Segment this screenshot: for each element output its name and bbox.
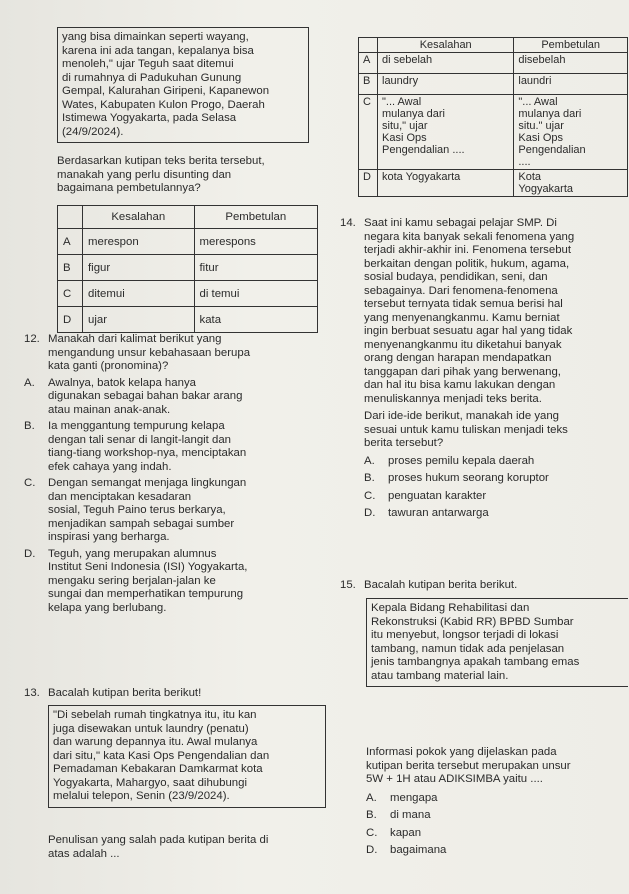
cell-line: di sebelah (382, 54, 433, 66)
q14-question (364, 410, 629, 451)
q14-option[interactable] (364, 455, 629, 469)
table11-header: Kesalahan (83, 206, 195, 229)
option-letter: A. (24, 376, 35, 389)
cell-line: "... Awal (518, 96, 558, 108)
option-text (48, 548, 320, 616)
q12-options (24, 377, 320, 616)
q15-after-line: Informasi pokok yang dijelaskan pada (366, 746, 557, 758)
q12-option-line: Teguh, yang merupakan alumnus (48, 547, 217, 560)
pembetulan-cell (514, 74, 628, 95)
question-13 (24, 687, 324, 701)
option-letter: B. (24, 420, 35, 432)
row-letter: B (359, 74, 378, 95)
table-row[interactable] (58, 307, 318, 333)
option-text (48, 477, 320, 545)
q12-option[interactable] (24, 477, 320, 545)
q12-option-line: dan menciptakan kesadaran (48, 490, 192, 503)
table-row[interactable] (58, 255, 318, 281)
q14-passage-line: ingin berbuat sesuatu agar hal yang tidak (364, 325, 573, 337)
q13-quote-line: Yogyakarta, Mahargyo, saat dihubungi (53, 776, 247, 789)
q15-option[interactable] (366, 827, 629, 841)
q14-passage-line: Saat ini kamu sebagai pelajar SMP. Di (364, 217, 557, 229)
cell-line: "... Awal (382, 96, 422, 108)
question-12 (24, 333, 320, 615)
q13-after-line: atas adalah ... (48, 847, 120, 860)
option-text: proses hukum seorang koruptor (388, 472, 549, 484)
row-letter: B (58, 255, 83, 281)
q12-option-line: tiang-tiang workshop-nya, menciptakan (48, 447, 247, 459)
q15-after-line: 5W + 1H atau ADIKSIMBA yaitu .... (366, 773, 543, 785)
passage-line: (24/9/2024). (62, 125, 124, 138)
passage-line: Gempal, Kalurahan Giripeni, Kapanewon (62, 85, 270, 97)
q14-passage-line: terjadi akhir-akhir ini. Fenomena tersebut (364, 244, 572, 256)
table13-header: Kesalahan (378, 38, 514, 53)
option-letter: C. (364, 489, 376, 502)
option-letter: D. (364, 507, 376, 519)
q14-passage-line: orang dengan harapan mendapatkan (364, 352, 552, 364)
q13-quote-line: "Di sebelah rumah tingkatnya itu, itu kan (53, 709, 257, 721)
q15-after-lines (366, 746, 629, 787)
question-14 (340, 217, 629, 521)
pembetulan-cell (514, 95, 628, 170)
cell-line: disebelah (518, 54, 566, 66)
passage-line: menoleh," ujar Teguh saat ditemui (62, 58, 234, 70)
q12-option-line: kelapa yang berlubang. (48, 601, 167, 614)
q12-option[interactable] (24, 377, 320, 418)
option-text: penguatan karakter (388, 489, 487, 502)
q12-option-line: efek cahaya yang indah. (48, 460, 172, 473)
row-letter: C (58, 281, 83, 307)
pembetulan-cell: kata (194, 307, 317, 333)
q14-number: 14. (340, 217, 356, 229)
question-15 (340, 579, 629, 593)
q12-option[interactable] (24, 420, 320, 474)
cell-line: Kota (518, 171, 542, 183)
passage-line: yang bisa dimainkan seperti wayang, (62, 31, 249, 43)
cell-line: situ." ujar (518, 120, 564, 132)
pembetulan-cell: fitur (194, 255, 317, 281)
q14-passage-line: menuliskannya menjadi teks berita. (364, 392, 542, 405)
q15-number: 15. (340, 579, 356, 591)
q12-option-line: menjadikan sampah sebagai sumber (48, 517, 235, 530)
kesalahan-cell (378, 95, 514, 170)
q15-after-line: kutipan berita tersebut merupakan unsur (366, 759, 571, 772)
q12-option-line: sosial, Teguh Paino terus berkarya, (48, 504, 226, 516)
q12-option-line: digunakan sebagai bahan bakar arang (48, 390, 243, 402)
table13-header: Pembetulan (514, 38, 628, 53)
q14-option[interactable] (364, 490, 629, 504)
passage-line: Istimewa Yogyakarta, pada Selasa (62, 112, 237, 124)
q14-option[interactable] (364, 472, 629, 486)
option-letter: D. (366, 844, 378, 856)
option-letter: C. (24, 477, 36, 489)
kesalahan-cell (378, 74, 514, 95)
cell-line: Kasi Ops (518, 132, 564, 144)
q14-options (364, 455, 629, 521)
cell-line: laundri (518, 75, 552, 87)
q15-option[interactable] (366, 809, 629, 823)
kesalahan-cell: figur (83, 255, 195, 281)
q13-quote-line: Pemadaman Kebakaran Damkarmat kota (53, 763, 263, 775)
q14-question-line: sesuai untuk kamu tuliskan menjadi teks (364, 423, 568, 436)
kesalahan-cell (378, 53, 514, 74)
quote-box-15 (366, 598, 628, 687)
option-letter: B. (364, 472, 375, 484)
cell-line: situ," ujar (382, 120, 428, 132)
q13-number: 13. (24, 687, 40, 699)
q15-stem: Bacalah kutipan berita berikut. (364, 579, 518, 591)
q14-option[interactable] (364, 507, 629, 521)
q14-question-line: Dari ide-ide berikut, manakah ide yang (364, 410, 560, 422)
kesalahan-cell: ditemui (83, 281, 195, 307)
kesalahan-cell (378, 170, 514, 197)
table11-header (58, 206, 83, 229)
cell-line: mulanya dari (382, 108, 445, 120)
q12-stem (48, 333, 320, 374)
q14-passage-line: tanggapan dari pihak yang berwenang, (364, 365, 561, 378)
option-text: bagaimana (390, 844, 447, 856)
q13-quote-lines (53, 709, 321, 804)
quote-box-13 (48, 705, 326, 808)
pembetulan-cell: di temui (194, 281, 317, 307)
q12-option-line: sungai dan memperhatikan tempurung (48, 588, 244, 600)
q14-passage-line: dan hal itu bisa kamu lakukan dengan (364, 379, 556, 391)
q12-stem-line: mengandung unsur kebahasaan berupa (48, 346, 251, 359)
table-row[interactable] (58, 281, 318, 307)
q11-prompt-line: bagaimana pembetulannya? (57, 182, 201, 194)
q14-passage-line: negara kita banyak sekali fenomena yang (364, 230, 575, 243)
q15-quote-line: atau tambang material lain. (371, 669, 509, 682)
kesalahan-cell: merespon (83, 229, 195, 255)
q12-number: 12. (24, 333, 40, 345)
q12-option-line: atau mainan anak-anak. (48, 403, 171, 416)
q12-option-line: Awalnya, batok kelapa hanya (48, 376, 196, 389)
q12-option-line: mengaku sering berjalan-jalan ke (48, 574, 216, 587)
q12-option-line: Ia menggantung tempurung kelapa (48, 420, 225, 432)
q12-option-line: dengan tali senar di langit-langit dan (48, 433, 232, 446)
pembetulan-cell (514, 170, 628, 197)
passage-line: Wates, Kabupaten Kulon Progo, Daerah (62, 98, 265, 111)
q15-after (366, 746, 629, 858)
q13-quote-line: dari situ," kata Kasi Ops Pengendalian dan (53, 749, 270, 762)
q15-quote-line: Kepala Bidang Rehabilitasi dan (371, 602, 530, 614)
q11-prompt-line: Berdasarkan kutipan teks berita tersebut, (57, 155, 265, 167)
q14-passage (364, 217, 629, 406)
cell-line: laundry (382, 75, 419, 87)
cell-line: Pengendalian (518, 144, 586, 156)
pembetulan-cell (514, 53, 628, 74)
q15-quote-line: jenis tambangnya apakah tambang emas (371, 656, 580, 668)
q15-option[interactable] (366, 844, 629, 858)
q14-passage-line: yang menyenangkanmu. Kamu berniat (364, 311, 560, 324)
row-letter: A (359, 53, 378, 74)
row-letter: A (58, 229, 83, 255)
table11-header: Pembetulan (194, 206, 317, 229)
q15-quote-line: itu menyebut, longsor terjadi di lokasi (371, 629, 559, 641)
cell-line: Yogyakarta (518, 183, 574, 195)
option-letter: D. (24, 547, 36, 560)
passage-lines (62, 31, 304, 139)
option-text (48, 420, 320, 474)
option-text: di mana (390, 809, 431, 821)
passage-box (57, 27, 309, 143)
q15-quote-lines (371, 602, 624, 683)
q11-prompt (57, 155, 317, 196)
q13-quote-line: melalui telepon, Senin (23/9/2024). (53, 790, 230, 802)
option-text: proses pemilu kepala daerah (388, 454, 535, 467)
q12-option-line: Dengan semangat menjaga lingkungan (48, 477, 247, 489)
answer-table-13 (358, 37, 628, 197)
q12-option-line: inspirasi yang berharga. (48, 531, 170, 543)
cell-line: Kasi Ops (382, 132, 427, 144)
table-row[interactable] (58, 229, 318, 255)
option-letter: A. (366, 791, 377, 804)
option-letter: B. (366, 809, 377, 821)
table-row[interactable] (359, 95, 628, 170)
option-letter: A. (364, 454, 375, 467)
kesalahan-cell: ujar (83, 307, 195, 333)
pembetulan-cell: merespons (194, 229, 317, 255)
passage-line: di rumahnya di Padukuhan Gunung (62, 71, 242, 84)
option-text: tawuran antarwarga (388, 507, 489, 519)
answer-table-11 (57, 205, 318, 333)
q15-option[interactable] (366, 792, 629, 806)
q15-options (366, 792, 629, 858)
row-letter: D (359, 170, 378, 197)
option-letter: C. (366, 826, 378, 839)
q13-after-line: Penulisan yang salah pada kutipan berita di (48, 834, 269, 846)
table-row[interactable] (359, 170, 628, 197)
q13-stem: Bacalah kutipan berita berikut! (48, 687, 202, 699)
cell-line: mulanya dari (518, 108, 582, 120)
q13-quote-line: juga disewakan untuk laundry (penatu) (53, 722, 249, 735)
q14-passage-line: sosial budaya, pendidikan, seni, dan (364, 271, 548, 283)
q12-stem-line: Manakah dari kalimat berikut yang (48, 333, 222, 345)
q13-after (48, 834, 328, 861)
option-text: mengapa (390, 791, 438, 804)
cell-line: .... (518, 156, 531, 168)
q12-option-line: Institut Seni Indonesia (ISI) Yogyakarta, (48, 561, 248, 573)
option-text: kapan (390, 826, 422, 839)
row-letter: C (359, 95, 378, 170)
q14-passage-line: tersebut ternyata tidak semua berisi hal (364, 298, 563, 310)
q14-passage-line: sebagainya. Dari fenomena-fenomena (364, 284, 558, 297)
passage-line: karena ini ada tangan, kepalanya bisa (62, 44, 254, 57)
q15-quote-line: Rekonstruksi (Kabid RR) BPBD Sumbar (371, 615, 574, 628)
table13-header (359, 38, 378, 53)
q12-stem-line: kata ganti (pronomina)? (48, 360, 169, 372)
q15-quote-line: tambang, namun tidak ada penjelasan (371, 642, 565, 655)
q14-passage-line: menyenangkanmu itu diketahui banyak (364, 338, 562, 351)
q12-option[interactable] (24, 548, 320, 616)
q14-question-line: berita tersebut? (364, 437, 444, 449)
cell-line: kota Yogyakarta (382, 171, 461, 183)
q11-prompt-line: manakah yang perlu disunting dan (57, 168, 232, 181)
row-letter: D (58, 307, 83, 333)
q13-quote-line: dan warung depannya itu. Awal mulanya (53, 736, 258, 748)
option-text (48, 377, 320, 418)
table-row[interactable] (359, 74, 628, 95)
q14-passage-line: berkaitan dengan politik, hukum, agama, (364, 257, 570, 270)
table-row[interactable] (359, 53, 628, 74)
cell-line: Pengendalian .... (382, 144, 465, 156)
